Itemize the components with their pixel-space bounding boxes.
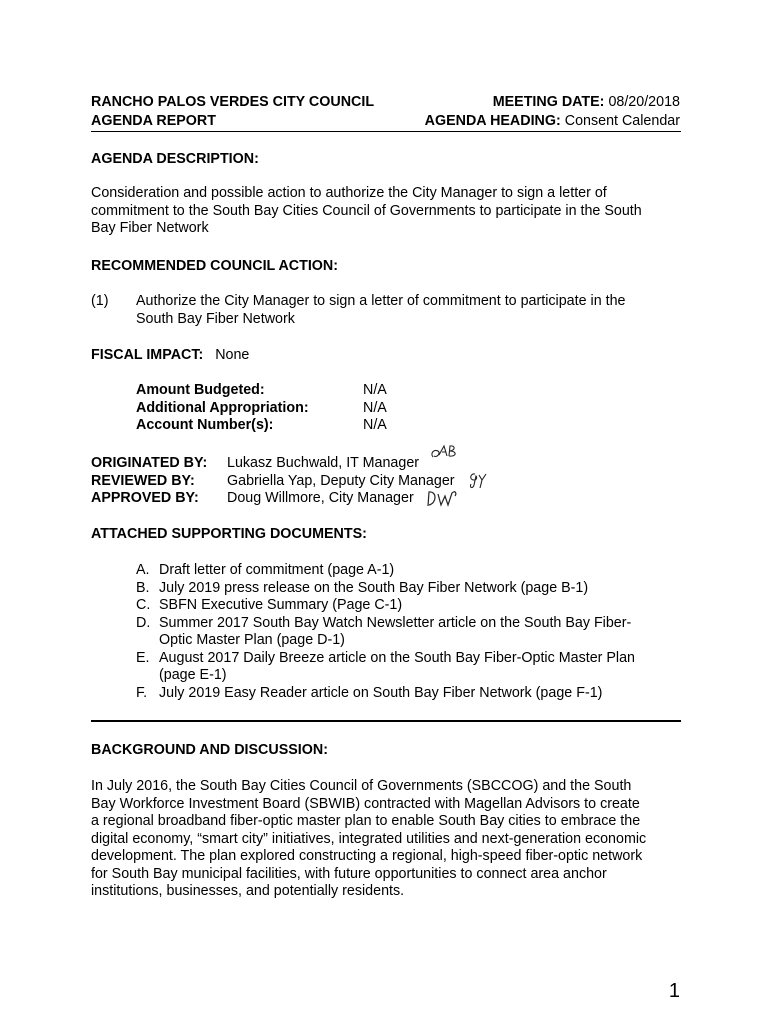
header-divider [91,131,681,132]
originated-by-name: Lukasz Buchwald, IT Manager [227,455,420,471]
text-line: Optic Master Plan (page D-1) [159,632,345,648]
fiscal-row-value: N/A [363,417,387,433]
attachment-letter: A. [136,562,150,578]
fiscal-impact-value: None [215,347,250,363]
page-number: 1 [668,980,680,1002]
text-line: Authorize the City Manager to sign a letter of commitment to participate in the [136,293,626,309]
fiscal-row-value: N/A [363,382,387,398]
text-line: Consideration and possible action to authorize the City Manager to sign a letter of [91,185,607,201]
text-line: Summer 2017 South Bay Watch Newsletter article on the South Bay Fiber- [159,614,632,631]
section-divider [91,720,681,722]
reviewed-by-name: Gabriella Yap, Deputy City Manager [227,472,455,489]
agenda-heading-value: Consent Calendar [564,113,680,129]
attachment-letter: B. [136,579,150,596]
attachment-letter: E. [136,649,150,666]
council-name: RANCHO PALOS VERDES CITY COUNCIL [91,94,375,110]
originator-initials-signature [428,443,462,463]
attachment-item [136,580,681,598]
reviewer-initials-signature [468,469,490,491]
attachment-letter: F. [136,684,148,701]
text-line: July 2019 Easy Reader article on South Bay Fiber Network (page F-1) [159,684,603,701]
meeting-date-label: MEETING DATE: [492,94,605,110]
text-line: commitment to the South Bay Cities Council of Governments to participate in the South [91,202,642,219]
agenda-description-heading: AGENDA DESCRIPTION: [91,151,259,167]
attachment-item [136,615,681,650]
text-line: Bay Fiber Network [91,220,209,236]
approver-initials-signature [424,486,464,510]
originated-by-label: ORIGINATED BY: [91,455,208,471]
attachment-item [136,597,681,615]
text-line: Bay Workforce Investment Board (SBWIB) contracted with Magellan Advisors to create [91,795,640,812]
text-line: a regional broadband fiber-optic master plan to enable South Bay cities to embrace the [91,813,641,829]
text-line: digital economy, “smart city” initiatives, integrated utilities and next-generation economic [91,830,647,847]
text-line: (page E-1) [159,667,227,683]
attachment-item [136,650,681,685]
attachment-letter: C. [136,597,151,613]
attachments-heading: ATTACHED SUPPORTING DOCUMENTS: [91,526,367,542]
report-header-left [91,93,374,131]
agenda-heading [425,112,680,131]
fiscal-row-value: N/A [363,399,387,416]
agenda-heading-label: AGENDA HEADING: [424,113,561,129]
report-type: AGENDA REPORT [91,113,216,129]
text-line: SBFN Executive Summary (Page C-1) [159,597,403,613]
reviewed-by-label: REVIEWED BY: [91,472,195,489]
fiscal-row-label: Additional Appropriation: [136,399,309,416]
meeting-date-value: 08/20/2018 [608,94,680,110]
text-line: for South Bay municipal facilities, with future opportunities to connect area anchor [91,865,607,882]
text-line: institutions, businesses, and potentially residents. [91,883,405,899]
approved-by-name: Doug Willmore, City Manager [227,490,414,506]
report-header-right [425,93,680,131]
fiscal-row-label: Account Number(s): [136,417,274,433]
background-text [91,778,691,901]
attachment-item [136,562,681,580]
fiscal-impact [91,347,249,363]
agenda-description-text [91,185,691,238]
text-line: July 2019 press release on the South Bay Fiber Network (page B-1) [159,579,589,596]
item-number: (1) [91,293,109,309]
meeting-date [425,93,680,112]
fiscal-impact-label: FISCAL IMPACT: [91,347,204,363]
background-heading: BACKGROUND AND DISCUSSION: [91,742,328,758]
attachment-item [136,685,681,703]
text-line: In July 2016, the South Bay Cities Council of Governments (SBCCOG) and the South [91,778,632,794]
recommended-action-heading: RECOMMENDED COUNCIL ACTION: [91,258,339,274]
attachments-list [136,562,681,702]
text-line: Draft letter of commitment (page A-1) [159,562,395,578]
attachment-letter: D. [136,614,151,631]
fiscal-row-label: Amount Budgeted: [136,382,265,398]
approved-by-label: APPROVED BY: [91,490,199,506]
text-line: August 2017 Daily Breeze article on the South Bay Fiber-Optic Master Plan [159,649,636,666]
text-line: development. The plan explored constructing a regional, high-speed fiber-optic network [91,848,643,864]
text-line: South Bay Fiber Network [136,310,295,327]
